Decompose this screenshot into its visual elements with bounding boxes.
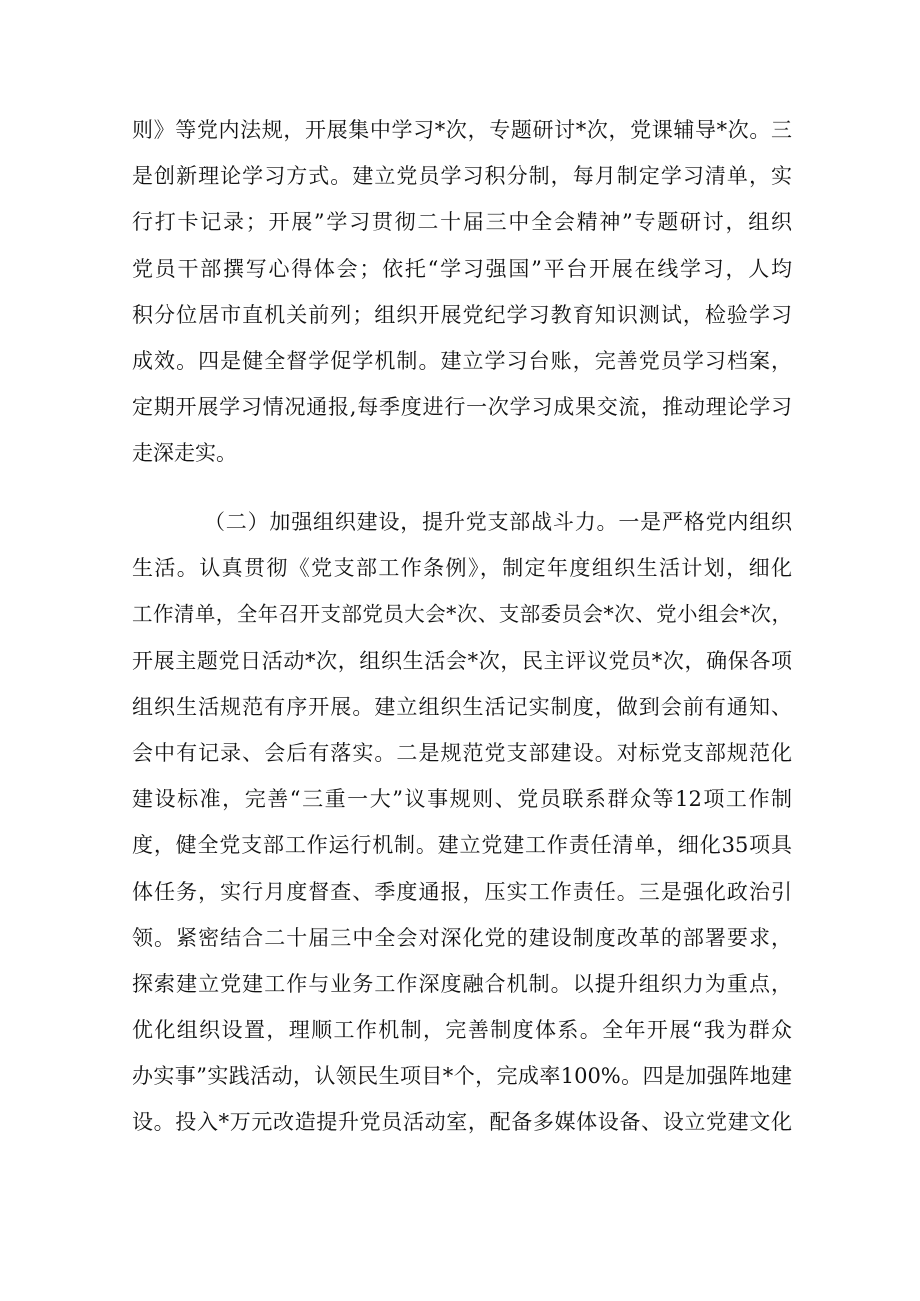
text-line: 党员干部撰写心得体会；依托“学习强国”平台开展在线学习，人均 xyxy=(132,256,792,281)
text-line: 建设标准，完善“三重一大”议事规则、党员联系群众等12项工作制 xyxy=(132,787,792,812)
text-line: 组织生活规范有序开展。建立组织生活记实制度，做到会前有通知、 xyxy=(132,694,792,719)
text-line: 定期开展学习情况通报,每季度进行一次学习成果交流，推动理论学习 xyxy=(132,395,792,420)
text-line: 设。投入*万元改造提升党员活动室，配备多媒体设备、设立党建文化 xyxy=(132,1110,792,1135)
section-heading-line: （二）加强组织建设，提升党支部战斗力。一是严格党内组织 xyxy=(204,510,792,534)
text-line: 度，健全党支部工作运行机制。建立党建工作责任清单，细化35项具 xyxy=(132,833,792,858)
text-line: 体任务，实行月度督查、季度通报，压实工作责任。三是强化政治引 xyxy=(132,879,792,904)
text-line: 办实事”实践活动，认领民生项目*个，完成率100%。四是加强阵地建 xyxy=(132,1064,792,1089)
text-line: 会中有记录、会后有落实。二是规范党支部建设。对标党支部规范化 xyxy=(132,740,792,765)
paragraph-theory-study xyxy=(132,107,792,477)
text-line: 则》等党内法规，开展集中学习*次，专题研讨*次，党课辅导*次。三 xyxy=(132,118,792,142)
text-line: 开展主题党日活动*次，组织生活会*次，民主评议党员*次，确保各项 xyxy=(132,648,792,673)
text-line: 行打卡记录；开展”学习贯彻二十届三中全会精神”专题研讨，组织 xyxy=(132,210,792,235)
text-line: 优化组织设置，理顺工作机制，完善制度体系。全年开展“我为群众 xyxy=(132,1018,792,1043)
paragraph-organization-building xyxy=(132,499,792,1146)
text-line: 生活。认真贯彻《党支部工作条例》，制定年度组织生活计划，细化 xyxy=(132,556,792,581)
text-line: 成效。四是健全督学促学机制。建立学习台账，完善党员学习档案， xyxy=(132,348,792,373)
text-line: 走深走实。 xyxy=(132,441,237,466)
text-line: 积分位居市直机关前列；组织开展党纪学习教育知识测试，检验学习 xyxy=(132,302,792,327)
text-line: 领。紧密结合二十届三中全会对深化党的建设制度改革的部署要求， xyxy=(132,925,792,950)
text-line: 工作清单，全年召开支部党员大会*次、支部委员会*次、党小组会*次， xyxy=(132,602,792,627)
text-line: 探索建立党建工作与业务工作深度融合机制。以提升组织力为重点， xyxy=(132,971,792,996)
text-line: 是创新理论学习方式。建立党员学习积分制，每月制定学习清单，实 xyxy=(132,164,792,189)
